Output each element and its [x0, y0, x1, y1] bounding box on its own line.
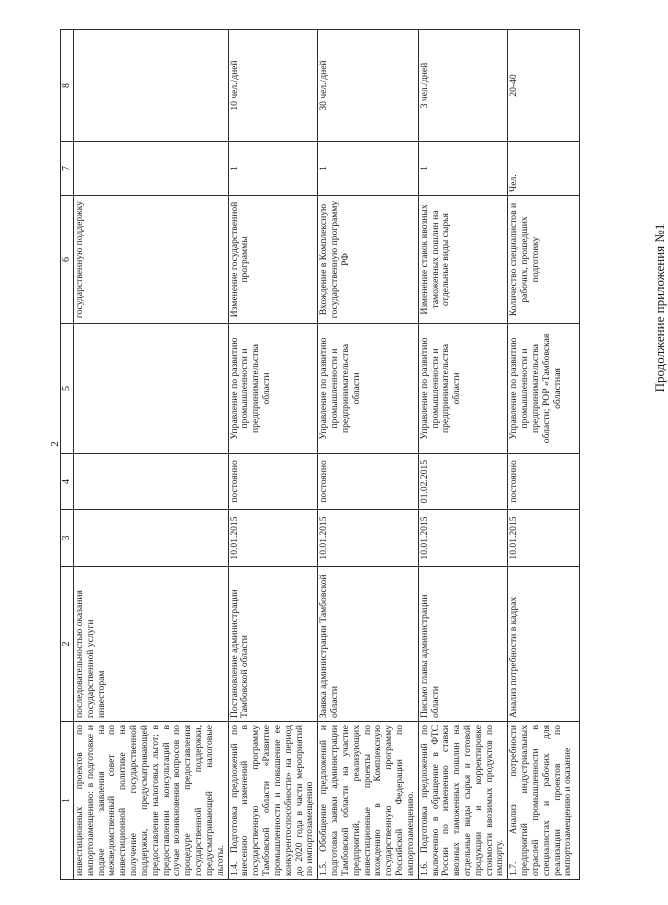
- indicator-value: 30 чел./дней: [318, 30, 418, 142]
- start-date: 10.01.2015: [318, 510, 418, 567]
- rotated-table-container: [60, 30, 580, 880]
- indicator-value: [74, 30, 229, 142]
- indicator-value: 10 чел./дней: [228, 30, 318, 142]
- continuation-title: Продолжение приложения №1: [652, 223, 667, 393]
- measures-table: [60, 29, 580, 880]
- measure-description: 1.6. Подготовка предложений по включению в обращение в ФТС России по изменению ставки ввозных таможенных пошлин на отдельные виды сырья и готовой продукции и корректировке стоимости ввозимых продуктов по импорту.: [418, 722, 508, 880]
- responsible: Управление по развитию промышленности и предпринимательства области; РОР «Тамбовская областная: [508, 324, 580, 454]
- end-date: постоянно: [318, 454, 418, 510]
- table-row: [74, 30, 229, 880]
- table-row: [228, 30, 318, 880]
- column-number: 5: [61, 324, 74, 454]
- document-type: Заявка администрации Тамбовской области: [318, 567, 418, 722]
- indicator-unit: 1: [318, 142, 418, 196]
- column-number: 7: [61, 142, 74, 196]
- document-type: Письмо главы администрации области: [418, 567, 508, 722]
- start-date: 10.01.2015: [508, 510, 580, 567]
- indicator-unit: 1: [418, 142, 508, 196]
- measure-description: инвестиционных проектов по импортозамещению: в подготовке и подаче заявления на межведомственный совет по инвестиционной политике на получение государственной поддержки, предусматривающей предоставление налоговых льгот; в предоставлении консультаций в случае возникновения вопросов по процедуре предоставления государственной поддержки, предусматривающей налоговые льготы.: [74, 722, 229, 880]
- measure-description: 1.5. Обобщение предложений и подготовка заявки администрации Тамбовской области на участие предприятий, реализующих инвестиционные проекты по вхождению в Комплексную государственную программу Российской Федерации по импортозамещению.: [318, 722, 418, 880]
- indicator-unit-label: Чел.: [508, 174, 520, 192]
- start-date: 10.01.2015: [228, 510, 318, 567]
- end-date: постоянно: [228, 454, 318, 510]
- document-type: Постановление администрации Тамбовской области: [228, 567, 318, 722]
- responsible: Управление по развитию промышленности и предпринимательства области: [418, 324, 508, 454]
- column-number: 6: [61, 196, 74, 324]
- expected-result: государственную поддержку: [74, 196, 229, 324]
- column-number-row: [61, 30, 74, 880]
- expected-result: Изменение государственной программы: [228, 196, 318, 324]
- document-type: Анализ потребности в кадрах: [508, 567, 580, 722]
- end-date: постоянно: [508, 454, 580, 510]
- column-number: 2: [61, 567, 74, 722]
- expected-result: Вхождение в Комплексную государственную программу РФ: [318, 196, 418, 324]
- column-number: 8: [61, 30, 74, 142]
- responsible: Управление по развитию промышленности и предпринимательства области: [228, 324, 318, 454]
- table-row: [318, 30, 418, 880]
- column-number: 3: [61, 510, 74, 567]
- responsible: Управление по развитию промышленности и предпринимательства области: [318, 324, 418, 454]
- table-row: [418, 30, 508, 880]
- indicator-unit: [508, 142, 580, 196]
- end-date: 01.02.2015: [418, 454, 508, 510]
- indicator-unit: 1: [228, 142, 318, 196]
- measure-description: 1.7. Анализ потребности предприятий индустриальных отраслей промышленности в специалистах и рабочих для реализации проектов по импортозамещению и оказание: [508, 722, 580, 880]
- page-number: 2: [49, 441, 61, 447]
- responsible: [74, 324, 229, 454]
- start-date: 10.01.2015: [418, 510, 508, 567]
- measure-description: 1.4. Подготовка предложений по внесению изменений в государственную программу Тамбовской области «Развитие промышленности и повышение ее конкурентоспособности» на период до 2020 года в части мероприятий по импортозамещению: [228, 722, 318, 880]
- indicator-value: 20-40: [508, 30, 580, 142]
- indicator-value: 3 чел./дней: [418, 30, 508, 142]
- end-date: [74, 454, 229, 510]
- indicator-unit: [74, 142, 229, 196]
- expected-result: Количество специалистов и рабочих, прошедших подготовку: [508, 196, 580, 324]
- column-number: 4: [61, 454, 74, 510]
- expected-result: Изменение ставок ввозных таможенных пошлин на отдельные виды сырья: [418, 196, 508, 324]
- column-number: 1: [61, 722, 74, 880]
- document-type: последовательностью оказания государственной услуги инвесторам: [74, 567, 229, 722]
- table-row: [508, 30, 580, 880]
- start-date: [74, 510, 229, 567]
